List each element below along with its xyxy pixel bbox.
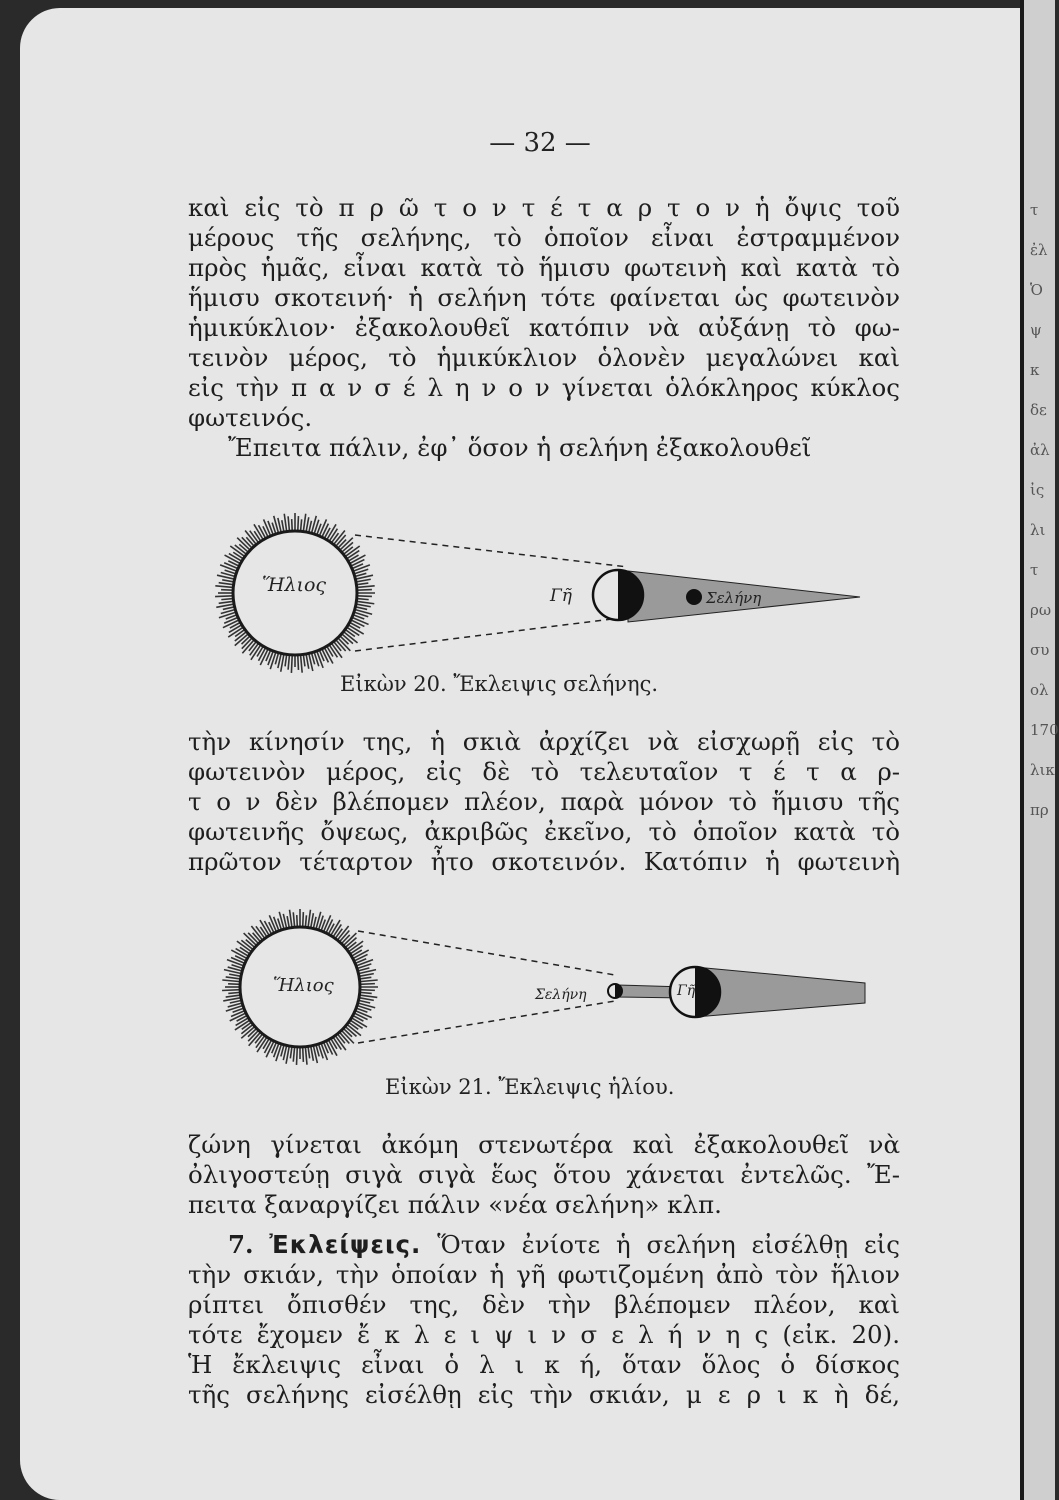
sun-ray xyxy=(284,514,286,532)
sun-ray xyxy=(357,596,372,597)
sun-ray xyxy=(305,1047,307,1065)
sun-ray xyxy=(357,599,369,600)
sun-ray xyxy=(291,655,292,673)
sun-ray xyxy=(356,601,374,603)
text-line: τ ο ν δὲν βλέπομεν πλέον, παρὰ μόνον τὸ ἥμισυ τῆς xyxy=(188,787,900,816)
sun-ray xyxy=(357,586,375,588)
sun-ray xyxy=(334,641,341,650)
sun-ray xyxy=(239,544,248,552)
sun-ray xyxy=(306,517,309,532)
sun-ray xyxy=(337,1034,344,1043)
earth-label: Γῆ xyxy=(677,983,696,999)
text-line: εἰς τὴν π α ν σ έ λ η ν ο ν γίνεται ὁλόκληρος κύκλος xyxy=(188,373,900,402)
sun-ray xyxy=(222,990,240,991)
sun-ray xyxy=(288,516,289,531)
sun-ray xyxy=(360,992,372,993)
sun-ray xyxy=(228,992,240,993)
sun-ray xyxy=(246,537,254,546)
paragraph-2 xyxy=(188,727,900,877)
sun-ray xyxy=(359,995,377,997)
tangent-line-bottom xyxy=(355,617,628,651)
text-line: καὶ εἰς τὸ π ρ ῶ τ ο ν τ έ τ α ρ τ ο ν ἡ ὄψις τοῦ xyxy=(188,193,900,222)
sun-ray xyxy=(226,977,241,979)
sun-ray xyxy=(290,1046,292,1058)
figure-21-caption: Εἰκὼν 21. Ἔκλειψις ἡλίου. xyxy=(385,1075,675,1099)
sun-ray xyxy=(298,655,299,670)
section-7 xyxy=(188,1230,900,1410)
sun-ray xyxy=(219,583,234,585)
sun-ray xyxy=(360,980,378,982)
sun-ray xyxy=(220,565,237,571)
sun-ray xyxy=(303,514,305,532)
sun-ray xyxy=(356,583,368,585)
text-line: πρὸς ἡμᾶς, εἶναι κατὰ τὸ ἥμισυ φωτεινὴ καὶ κατὰ τὸ xyxy=(188,253,900,282)
sun-ray xyxy=(356,604,371,607)
text-line: ἡμικύκλιον· ἐξακολουθεῖ κατόπιν νὰ αὐξάνῃ τὸ φω- xyxy=(188,313,900,342)
sun-ray xyxy=(297,1047,298,1065)
paragraph-3 xyxy=(188,1130,900,1220)
figure-20-lunar-eclipse xyxy=(210,505,880,680)
sun-ray xyxy=(223,607,235,610)
sun-ray xyxy=(322,524,329,538)
sun-ray xyxy=(360,984,375,985)
sun-ray xyxy=(260,927,267,937)
text-line: φωτεινῆς ὄψεως, ἀκριβῶς ἐκεῖνο, τὸ ὁποῖον κατὰ τὸ xyxy=(188,817,900,846)
sun-ray xyxy=(356,579,371,582)
sun-ray xyxy=(358,1000,370,1003)
sun-ray xyxy=(322,649,329,663)
paragraph-1 xyxy=(188,193,900,463)
sun-label: Ἥλιος xyxy=(262,574,327,596)
sun-label: Ἥλιος xyxy=(273,975,334,996)
adjacent-page-fragments: τ ἐλ Ὁ ψ κ δε ἀλ ἰς λι τ ρω συ ολ 170 λικ πρ xyxy=(1030,201,1059,819)
text-line: ὀλιγοστεύῃ σιγὰ σιγὰ ἕως ὅτου χάνεται ἐντελῶς. Ἔ- xyxy=(188,1160,900,1189)
sun-ray xyxy=(301,519,302,531)
sun-ray xyxy=(240,947,250,954)
sun-ray xyxy=(290,910,292,928)
sun-ray xyxy=(359,977,371,979)
sun-ray xyxy=(357,590,372,591)
sun-ray xyxy=(359,998,374,1001)
section-number: 7. xyxy=(228,1230,254,1259)
sun-ray xyxy=(288,655,289,670)
sun-ray xyxy=(229,974,241,976)
figure-20-caption: Εἰκὼν 20. Ἔκλειψις σελήνης. xyxy=(340,672,659,696)
text-line: ρίπτει ὄπισθέν της, δὲν τὴν βλέπομεν πλέον, καὶ xyxy=(188,1290,900,1319)
sun-ray xyxy=(282,520,284,532)
sun-ray xyxy=(349,1022,359,1029)
moon-disc xyxy=(686,589,702,605)
text-line: Ὅταν ἐνίοτε ἡ σελήνη εἰσέλθῃ εἰς xyxy=(437,1230,900,1259)
sun-ray xyxy=(338,540,346,549)
text-line: ζώνη γίνεται ἀκόμη στενωτέρα καὶ ἐξακολουθεῖ νὰ xyxy=(188,1130,900,1159)
section-heading-line xyxy=(188,1230,900,1260)
sun-ray xyxy=(222,580,234,582)
text-line: τῆς σελήνης εἰσέλθῃ εἰς τὴν σκιάν, μ ε ρ ι κ ὴ δέ, xyxy=(188,1380,900,1409)
text-line: πειτα ξαναργίζει πάλιν «νέα σελήνη» κλπ. xyxy=(188,1190,722,1219)
text-line: τεινὸν μέρος, τὸ ἡμικύκλιον ὁλονὲν μεγαλώνει καὶ xyxy=(188,343,900,372)
sun-ray xyxy=(308,1046,310,1058)
moon-label: Σελήνη xyxy=(706,589,762,607)
sun-ray xyxy=(355,607,367,610)
text-line: τότε ἔχομεν ἔ κ λ ε ι ψ ι ν σ ε λ ή ν η ς (εἰκ. 20). xyxy=(188,1320,900,1349)
sun-ray xyxy=(303,654,305,666)
moon-label: Σελήνη xyxy=(535,987,587,1003)
sun-ray xyxy=(309,521,312,533)
text-line: φωτεινός. xyxy=(188,403,313,432)
text-line: Ἡ ἔκλειψις εἶναι ὁ λ ι κ ή, ὅταν ὅλος ὁ δίσκος xyxy=(188,1350,900,1379)
sun-ray xyxy=(311,1046,314,1061)
sun-ray xyxy=(230,1000,242,1003)
page-number: — 32 — xyxy=(489,128,591,158)
sun-ray xyxy=(351,560,365,567)
text-line: φωτεινὸν μέρος, εἰς δὲ τὸ τελευταῖον τ έ τ α ρ- xyxy=(188,757,900,786)
sun-ray xyxy=(343,547,352,554)
sun-ray xyxy=(306,654,309,669)
sun-ray xyxy=(340,636,349,644)
sun-ray xyxy=(287,916,289,928)
figure-21-solar-eclipse xyxy=(215,905,885,1070)
sun-ray xyxy=(305,915,306,927)
sun-ray xyxy=(221,590,233,591)
text-line: Ἔπειτα πάλιν, ἐφ᾽ ὅσον ἡ σελήνη ἐξακολουθεῖ xyxy=(228,433,812,462)
text-line: πρῶτον τέταρτον ἦτο σκοτεινόν. Κατόπιν ἡ φωτεινὴ xyxy=(188,847,900,876)
text-line: τὴν σκιάν, τὴν ὁποίαν ἡ γῆ φωτιζομένη ἀπὸ τὸν ἥλιον xyxy=(188,1260,900,1289)
sun-ray xyxy=(335,929,342,939)
sun-ray xyxy=(242,1022,252,1029)
sun-ray xyxy=(331,533,338,543)
sun-ray xyxy=(293,1047,294,1062)
tangent-line-top xyxy=(358,931,615,975)
sun-ray xyxy=(228,984,240,985)
sun-ray xyxy=(313,917,316,929)
tangent-line-top xyxy=(355,535,628,567)
sun-ray xyxy=(311,913,314,928)
earth-label: Γῆ xyxy=(550,586,572,606)
sun-ray xyxy=(242,636,251,644)
sun-ray xyxy=(292,519,293,531)
sun-ray xyxy=(360,990,375,991)
sun-ray xyxy=(293,912,294,927)
sun-ray xyxy=(221,599,233,600)
text-line: μέρους τῆς σελήνης, τὸ ὁποῖον εἶναι ἐστραμμένον xyxy=(188,223,900,252)
sun-ray xyxy=(276,1044,282,1061)
text-line: τὴν κίνησίν της, ἡ σκιὰ ἀρχίζει νὰ εἰσχωρῇ εἰς τὸ xyxy=(188,727,900,756)
sun-ray xyxy=(215,586,233,588)
sun-ray xyxy=(359,974,374,977)
sun-ray xyxy=(255,1034,262,1043)
sun-ray xyxy=(219,601,234,603)
tangent-line-bottom xyxy=(358,1001,615,1043)
sun-ray xyxy=(298,516,299,531)
sun-ray xyxy=(297,915,298,927)
sun-ray xyxy=(285,654,287,666)
section-title: Ἐκλείψεις. xyxy=(269,1230,422,1259)
sun-ray xyxy=(303,1047,304,1062)
sun-ray xyxy=(303,912,304,927)
sun-ray xyxy=(249,641,256,650)
sun-ray xyxy=(345,629,355,636)
sun-ray xyxy=(347,942,356,949)
sun-ray xyxy=(215,596,233,597)
sun-ray xyxy=(301,655,303,673)
sun-ray xyxy=(235,629,245,636)
text-line: ἥμισυ σκοτεινή· ἡ σελήνη τότε φαίνεται ὡς φωτεινὸν xyxy=(188,283,900,312)
sun-ray xyxy=(308,910,310,928)
sun-ray xyxy=(226,995,241,997)
sun-ray xyxy=(222,980,240,982)
sun-ray xyxy=(351,620,365,627)
